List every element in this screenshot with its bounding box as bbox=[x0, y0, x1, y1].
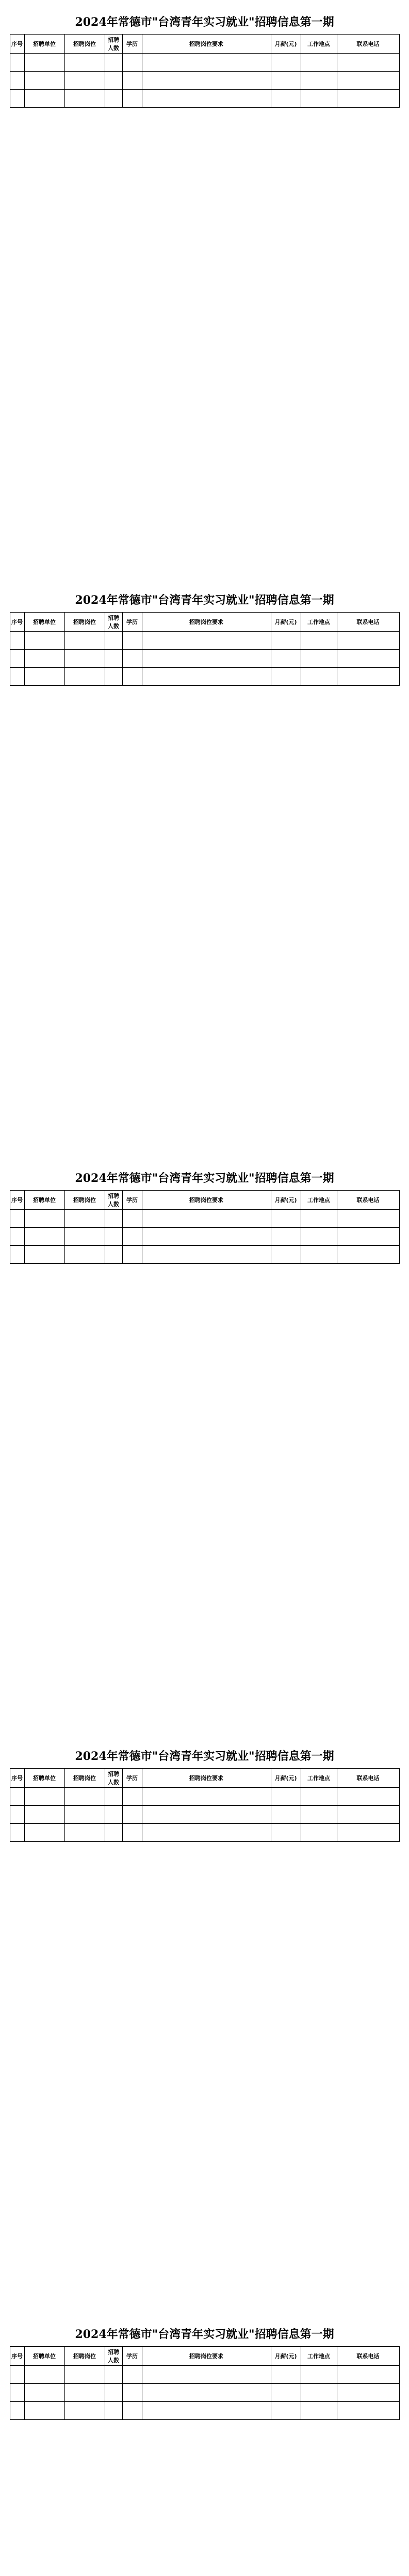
table-cell bbox=[24, 668, 64, 686]
table-cell bbox=[122, 1806, 142, 1824]
table-cell bbox=[142, 1824, 271, 1842]
table-cell bbox=[301, 1246, 337, 1264]
table-cell bbox=[301, 1210, 337, 1228]
table-cell bbox=[10, 632, 24, 650]
column-header: 招聘岗位 bbox=[64, 1191, 105, 1210]
table-cell bbox=[271, 1824, 301, 1842]
table-cell bbox=[64, 632, 105, 650]
table-cell bbox=[337, 2384, 399, 2402]
column-header: 联系电话 bbox=[337, 35, 399, 54]
table-cell bbox=[142, 632, 271, 650]
table-cell bbox=[271, 2402, 301, 2420]
table-row bbox=[10, 54, 399, 72]
table-cell bbox=[337, 72, 399, 90]
table-cell bbox=[64, 2366, 105, 2384]
table-cell bbox=[301, 1824, 337, 1842]
table-row bbox=[10, 650, 399, 668]
recruitment-table bbox=[10, 1768, 400, 1842]
table-cell bbox=[337, 2366, 399, 2384]
table-cell bbox=[142, 54, 271, 72]
table-cell bbox=[142, 650, 271, 668]
column-header: 序号 bbox=[10, 2347, 24, 2366]
table-cell bbox=[24, 54, 64, 72]
table-cell bbox=[64, 1228, 105, 1246]
table-cell bbox=[24, 650, 64, 668]
table-header-row bbox=[10, 1769, 399, 1788]
table-cell bbox=[142, 2384, 271, 2402]
column-header: 序号 bbox=[10, 1191, 24, 1210]
column-header: 学历 bbox=[122, 613, 142, 632]
table-cell bbox=[24, 72, 64, 90]
table-cell bbox=[10, 2384, 24, 2402]
table-cell bbox=[105, 54, 122, 72]
table-cell bbox=[10, 1806, 24, 1824]
page-title: 2024年常德市"台湾青年实习就业"招聘信息第一期 bbox=[75, 2328, 334, 2341]
table-cell bbox=[337, 1806, 399, 1824]
table-cell bbox=[122, 2402, 142, 2420]
column-header: 月薪(元) bbox=[271, 613, 301, 632]
table-cell bbox=[24, 1246, 64, 1264]
table-cell bbox=[142, 2402, 271, 2420]
table-cell bbox=[10, 1228, 24, 1246]
column-header: 序号 bbox=[10, 35, 24, 54]
table-cell bbox=[337, 650, 399, 668]
table-row bbox=[10, 668, 399, 686]
table-cell bbox=[24, 1210, 64, 1228]
table-cell bbox=[24, 90, 64, 108]
table-cell bbox=[142, 72, 271, 90]
column-header: 招聘岗位要求 bbox=[142, 2347, 271, 2366]
table-row bbox=[10, 1228, 399, 1246]
table-cell bbox=[301, 2366, 337, 2384]
table-cell bbox=[10, 1824, 24, 1842]
table-cell bbox=[271, 2366, 301, 2384]
column-header: 招聘人数 bbox=[105, 613, 122, 632]
table-row bbox=[10, 72, 399, 90]
table-cell bbox=[142, 1246, 271, 1264]
column-header: 联系电话 bbox=[337, 2347, 399, 2366]
table-cell bbox=[122, 1246, 142, 1264]
column-header: 工作地点 bbox=[301, 1191, 337, 1210]
page-title: 2024年常德市"台湾青年实习就业"招聘信息第一期 bbox=[75, 594, 334, 607]
table-cell bbox=[271, 54, 301, 72]
table-cell bbox=[105, 90, 122, 108]
table-cell bbox=[301, 1788, 337, 1806]
table-cell bbox=[337, 1246, 399, 1264]
table-row bbox=[10, 2384, 399, 2402]
column-header: 月薪(元) bbox=[271, 2347, 301, 2366]
table-cell bbox=[301, 2402, 337, 2420]
column-header: 联系电话 bbox=[337, 1191, 399, 1210]
column-header: 招聘岗位要求 bbox=[142, 613, 271, 632]
table-cell bbox=[64, 1210, 105, 1228]
column-header: 工作地点 bbox=[301, 35, 337, 54]
table-row bbox=[10, 2366, 399, 2384]
table-cell bbox=[337, 1210, 399, 1228]
table-cell bbox=[105, 632, 122, 650]
table-cell bbox=[10, 90, 24, 108]
table-cell bbox=[301, 54, 337, 72]
table-cell bbox=[337, 1824, 399, 1842]
column-header: 工作地点 bbox=[301, 2347, 337, 2366]
table-cell bbox=[122, 1210, 142, 1228]
table-cell bbox=[24, 2384, 64, 2402]
table-cell bbox=[10, 54, 24, 72]
table-row bbox=[10, 2402, 399, 2420]
column-header: 序号 bbox=[10, 613, 24, 632]
column-header: 招聘人数 bbox=[105, 1769, 122, 1788]
column-header: 工作地点 bbox=[301, 613, 337, 632]
table-cell bbox=[122, 650, 142, 668]
table-cell bbox=[105, 72, 122, 90]
table-cell bbox=[337, 90, 399, 108]
column-header: 联系电话 bbox=[337, 1769, 399, 1788]
table-cell bbox=[64, 1788, 105, 1806]
table-row bbox=[10, 1788, 399, 1806]
page-1 bbox=[0, 0, 409, 108]
table-cell bbox=[122, 668, 142, 686]
table-cell bbox=[122, 72, 142, 90]
table-cell bbox=[24, 2366, 64, 2384]
table-cell bbox=[24, 1228, 64, 1246]
table-cell bbox=[271, 650, 301, 668]
recruitment-table bbox=[10, 34, 400, 108]
table-cell bbox=[271, 72, 301, 90]
table-cell bbox=[271, 1246, 301, 1264]
table-header-row bbox=[10, 35, 399, 54]
table-cell bbox=[271, 1806, 301, 1824]
table-cell bbox=[105, 2384, 122, 2402]
page-3 bbox=[0, 1156, 409, 1264]
column-header: 学历 bbox=[122, 1191, 142, 1210]
table-cell bbox=[337, 54, 399, 72]
table-cell bbox=[64, 2384, 105, 2402]
column-header: 月薪(元) bbox=[271, 1191, 301, 1210]
table-cell bbox=[64, 54, 105, 72]
table-cell bbox=[271, 668, 301, 686]
column-header: 工作地点 bbox=[301, 1769, 337, 1788]
table-cell bbox=[105, 668, 122, 686]
table-cell bbox=[10, 2366, 24, 2384]
table-cell bbox=[10, 1246, 24, 1264]
table-cell bbox=[301, 1228, 337, 1246]
table-cell bbox=[64, 2402, 105, 2420]
column-header: 招聘单位 bbox=[24, 1769, 64, 1788]
table-cell bbox=[337, 668, 399, 686]
table-cell bbox=[64, 72, 105, 90]
column-header: 招聘单位 bbox=[24, 1191, 64, 1210]
table-cell bbox=[337, 2402, 399, 2420]
table-cell bbox=[64, 1806, 105, 1824]
table-cell bbox=[142, 1210, 271, 1228]
table-cell bbox=[301, 90, 337, 108]
table-cell bbox=[24, 2402, 64, 2420]
table-cell bbox=[105, 1210, 122, 1228]
table-cell bbox=[271, 2384, 301, 2402]
table-cell bbox=[122, 1788, 142, 1806]
column-header: 招聘岗位要求 bbox=[142, 35, 271, 54]
page-title: 2024年常德市"台湾青年实习就业"招聘信息第一期 bbox=[75, 15, 334, 29]
table-cell bbox=[301, 72, 337, 90]
table-cell bbox=[24, 632, 64, 650]
table-cell bbox=[301, 650, 337, 668]
table-cell bbox=[105, 1788, 122, 1806]
page-title: 2024年常德市"台湾青年实习就业"招聘信息第一期 bbox=[75, 1172, 334, 1185]
table-cell bbox=[122, 2366, 142, 2384]
table-cell bbox=[105, 1824, 122, 1842]
table-cell bbox=[142, 1228, 271, 1246]
table-cell bbox=[122, 632, 142, 650]
page-title: 2024年常德市"台湾青年实习就业"招聘信息第一期 bbox=[75, 1750, 334, 1763]
table-cell bbox=[337, 1788, 399, 1806]
table-header-row bbox=[10, 613, 399, 632]
table-header-row bbox=[10, 1191, 399, 1210]
column-header: 招聘岗位 bbox=[64, 1769, 105, 1788]
table-row bbox=[10, 1806, 399, 1824]
table-cell bbox=[105, 1246, 122, 1264]
table-cell bbox=[105, 1806, 122, 1824]
column-header: 月薪(元) bbox=[271, 1769, 301, 1788]
column-header: 招聘岗位要求 bbox=[142, 1191, 271, 1210]
table-cell bbox=[142, 2366, 271, 2384]
table-cell bbox=[10, 668, 24, 686]
table-cell bbox=[337, 1228, 399, 1246]
table-cell bbox=[105, 1228, 122, 1246]
table-cell bbox=[64, 650, 105, 668]
column-header: 招聘岗位 bbox=[64, 2347, 105, 2366]
table-cell bbox=[301, 632, 337, 650]
table-row bbox=[10, 1210, 399, 1228]
table-cell bbox=[24, 1788, 64, 1806]
table-row bbox=[10, 632, 399, 650]
column-header: 学历 bbox=[122, 1769, 142, 1788]
table-cell bbox=[301, 668, 337, 686]
table-cell bbox=[64, 1246, 105, 1264]
column-header: 招聘岗位 bbox=[64, 35, 105, 54]
table-cell bbox=[122, 1228, 142, 1246]
column-header: 序号 bbox=[10, 1769, 24, 1788]
table-cell bbox=[122, 1824, 142, 1842]
table-cell bbox=[271, 1210, 301, 1228]
column-header: 招聘单位 bbox=[24, 613, 64, 632]
table-cell bbox=[105, 2366, 122, 2384]
page-4 bbox=[0, 1734, 409, 1842]
table-row bbox=[10, 1824, 399, 1842]
recruitment-table bbox=[10, 612, 400, 686]
column-header: 月薪(元) bbox=[271, 35, 301, 54]
recruitment-table bbox=[10, 1190, 400, 1264]
table-cell bbox=[24, 1824, 64, 1842]
table-cell bbox=[105, 650, 122, 668]
table-cell bbox=[10, 72, 24, 90]
table-cell bbox=[24, 1806, 64, 1824]
table-cell bbox=[122, 90, 142, 108]
table-cell bbox=[10, 1210, 24, 1228]
column-header: 学历 bbox=[122, 2347, 142, 2366]
table-cell bbox=[142, 90, 271, 108]
column-header: 招聘人数 bbox=[105, 35, 122, 54]
table-cell bbox=[105, 2402, 122, 2420]
table-row bbox=[10, 1246, 399, 1264]
table-cell bbox=[142, 668, 271, 686]
table-cell bbox=[122, 54, 142, 72]
column-header: 招聘单位 bbox=[24, 2347, 64, 2366]
table-cell bbox=[10, 650, 24, 668]
table-cell bbox=[64, 90, 105, 108]
table-cell bbox=[122, 2384, 142, 2402]
column-header: 招聘人数 bbox=[105, 1191, 122, 1210]
table-cell bbox=[10, 2402, 24, 2420]
table-cell bbox=[271, 90, 301, 108]
page-2 bbox=[0, 578, 409, 686]
table-cell bbox=[64, 668, 105, 686]
table-cell bbox=[271, 1228, 301, 1246]
column-header: 联系电话 bbox=[337, 613, 399, 632]
table-cell bbox=[142, 1806, 271, 1824]
table-cell bbox=[142, 1788, 271, 1806]
column-header: 招聘人数 bbox=[105, 2347, 122, 2366]
table-cell bbox=[301, 1806, 337, 1824]
table-header-row bbox=[10, 2347, 399, 2366]
table-cell bbox=[337, 632, 399, 650]
recruitment-table bbox=[10, 2346, 400, 2420]
table-cell bbox=[64, 1824, 105, 1842]
page-5 bbox=[0, 2312, 409, 2420]
table-cell bbox=[271, 1788, 301, 1806]
table-cell bbox=[10, 1788, 24, 1806]
column-header: 学历 bbox=[122, 35, 142, 54]
column-header: 招聘单位 bbox=[24, 35, 64, 54]
column-header: 招聘岗位 bbox=[64, 613, 105, 632]
table-cell bbox=[271, 632, 301, 650]
table-row bbox=[10, 90, 399, 108]
column-header: 招聘岗位要求 bbox=[142, 1769, 271, 1788]
table-cell bbox=[301, 2384, 337, 2402]
